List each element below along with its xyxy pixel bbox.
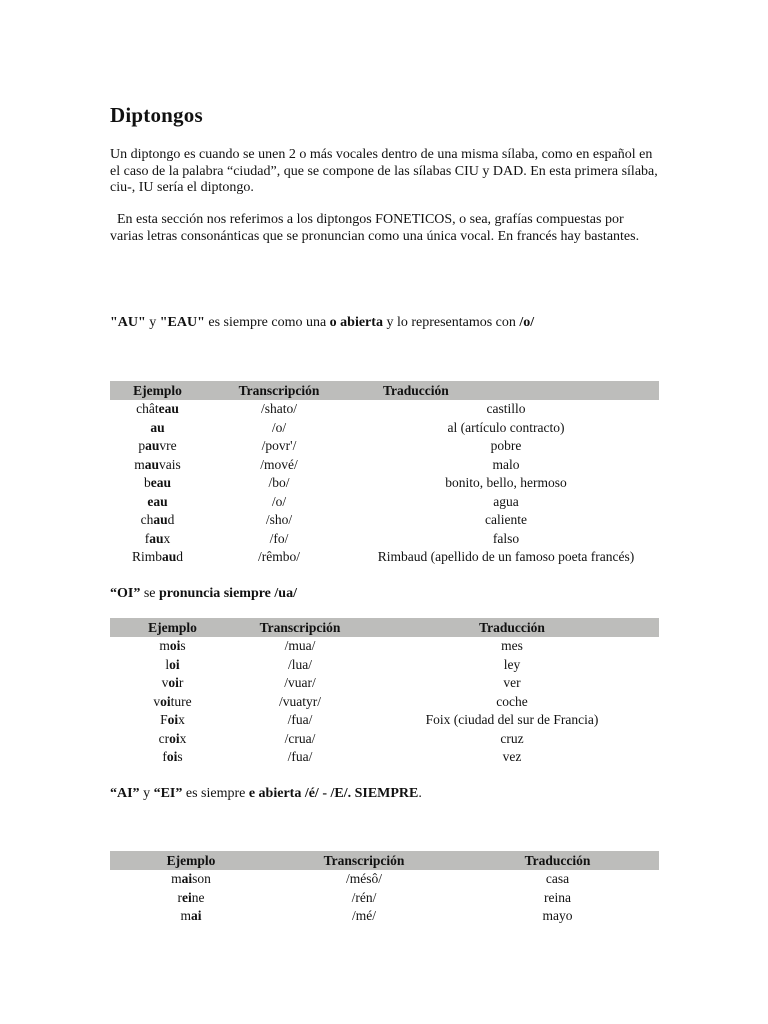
bold-text: au (149, 530, 164, 546)
bold-text: pronuncia siempre /ua/ (159, 586, 297, 601)
bold-text: au (144, 456, 160, 472)
text: m (180, 908, 191, 923)
cell-ejemplo (110, 870, 272, 889)
table-row (110, 693, 659, 712)
text: m (159, 638, 170, 653)
table-body (110, 870, 659, 926)
text: es siempre (182, 786, 249, 801)
text: F (160, 712, 168, 727)
table-oi (110, 618, 659, 767)
cell-transcripcion: /rén/ (351, 889, 377, 905)
cell-ejemplo (110, 474, 205, 493)
text: x (163, 530, 171, 546)
header-transcripcion: Transcripción (323, 853, 405, 868)
table-body (110, 400, 659, 567)
cell-ejemplo (110, 693, 235, 712)
table-row (110, 748, 659, 767)
text: m (171, 871, 182, 886)
page-title: Diptongos (110, 103, 203, 127)
table-row (110, 530, 659, 549)
text: r (178, 675, 184, 690)
cell-ejemplo (110, 637, 235, 656)
table-ai-ei (110, 851, 659, 926)
text: p (138, 438, 146, 453)
header-ejemplo: Ejemplo (148, 620, 197, 635)
text: son (192, 871, 211, 886)
cell-traduccion: mes (501, 638, 523, 653)
cell-ejemplo (110, 456, 205, 475)
bold-text: eau (147, 493, 168, 509)
cell-transcripcion: /lua/ (288, 656, 312, 672)
header-traduccion: Traducción (524, 853, 591, 868)
cell-traduccion: castillo (486, 401, 526, 416)
table-row (110, 511, 659, 530)
table-row (110, 637, 659, 656)
cell-traduccion: ver (503, 675, 521, 690)
section-oi-heading (110, 586, 297, 602)
cell-ejemplo (110, 548, 205, 567)
bold-text: oi (169, 638, 181, 653)
table-row (110, 419, 659, 438)
cell-transcripcion: /mua/ (284, 638, 316, 653)
bold-text: eau (150, 475, 171, 490)
bold-text: oi (160, 693, 171, 709)
table-row (110, 474, 659, 493)
text: y lo representamos con (382, 315, 520, 330)
table-row (110, 674, 659, 693)
cell-transcripcion: /vuar/ (284, 675, 316, 690)
text: l (165, 656, 170, 672)
bold-text: au (153, 512, 168, 527)
bold-text: “EI” (153, 786, 183, 801)
cell-transcripcion: /rêmbo/ (258, 549, 300, 564)
text: . (418, 786, 422, 801)
text: Rimb (131, 549, 162, 564)
cell-traduccion: caliente (485, 512, 527, 527)
cell-transcripcion: /crua/ (284, 730, 316, 746)
text: cr (158, 730, 170, 746)
table-header-row (110, 851, 659, 870)
bold-text: oi (167, 712, 179, 727)
table-row (110, 907, 659, 926)
cell-transcripcion: /vuatyr/ (279, 693, 321, 709)
header-transcripcion: Transcripción (238, 383, 320, 398)
cell-traduccion: al (artículo contracto) (447, 419, 565, 435)
cell-ejemplo (110, 674, 235, 693)
table-row (110, 656, 659, 675)
cell-ejemplo (110, 400, 205, 419)
table-row (110, 400, 659, 419)
cell-transcripcion: /povr'/ (261, 438, 297, 453)
bold-text: "EAU" (159, 315, 205, 330)
bold-text: “AI” (110, 786, 140, 801)
text: x (178, 712, 185, 727)
text: ne (191, 889, 205, 905)
intro-paragraph-1: Un diptongo es cuando se unen 2 o más vocales dentro de una misma sílaba, como en español en el caso de la palabra “ciudad”, que se compone de las sílabas CIU y DAD. En esta primera sílaba, ciu-, IU sería el diptongo. (110, 147, 658, 195)
cell-traduccion: ley (503, 656, 521, 672)
bold-text: eau (158, 401, 179, 416)
cell-traduccion: casa (545, 871, 570, 886)
cell-traduccion: cruz (500, 730, 524, 746)
cell-transcripcion: /mésô/ (346, 871, 382, 886)
bold-text: e abierta /é/ - /E/. SIEMPRE (248, 786, 419, 801)
cell-transcripcion: /sho/ (265, 512, 293, 527)
cell-traduccion: malo (492, 456, 520, 472)
cell-traduccion: reina (544, 889, 571, 905)
bold-text: oi (166, 749, 178, 764)
cell-ejemplo (110, 889, 272, 908)
table-row (110, 456, 659, 475)
header-transcripcion: Transcripción (259, 620, 341, 635)
bold-text: ai (191, 908, 202, 923)
text: chât (136, 401, 159, 416)
cell-ejemplo (110, 748, 235, 767)
cell-traduccion: pobre (490, 438, 522, 453)
cell-traduccion: coche (496, 693, 528, 709)
cell-transcripcion: /o/ (271, 419, 287, 435)
bold-text: “OI” (110, 586, 141, 601)
cell-ejemplo (110, 711, 235, 730)
text: f (144, 530, 150, 546)
cell-ejemplo (110, 493, 205, 512)
table-row (110, 889, 659, 908)
text: ch (140, 512, 154, 527)
cell-traduccion: bonito, bello, hermoso (445, 475, 567, 490)
bold-text: o abierta (329, 315, 383, 330)
text: x (179, 730, 187, 746)
cell-ejemplo (110, 419, 205, 438)
text: d (167, 512, 175, 527)
table-body (110, 637, 659, 767)
cell-ejemplo (110, 730, 235, 749)
text: se (140, 586, 160, 601)
cell-transcripcion: /o/ (271, 493, 287, 509)
text: d (176, 549, 184, 564)
cell-traduccion: falso (492, 530, 520, 546)
cell-traduccion: Rimbaud (apellido de un famoso poeta francés) (377, 549, 635, 564)
text: y (139, 786, 154, 801)
header-traduccion: Traducción (479, 620, 545, 635)
bold-text: ai (181, 871, 193, 886)
bold-text: /o/ (519, 315, 535, 330)
text: v (161, 675, 169, 690)
cell-transcripcion: /shato/ (261, 401, 297, 416)
bold-text: oi (168, 675, 179, 690)
cell-ejemplo (110, 437, 205, 456)
cell-traduccion: agua (493, 493, 519, 509)
bold-text: au (150, 419, 165, 435)
section-ai-ei-heading (110, 786, 422, 802)
text: m (134, 456, 145, 472)
table-header-row (110, 618, 659, 637)
cell-transcripcion: /bo/ (268, 475, 290, 490)
table-row (110, 870, 659, 889)
bold-text: au (145, 438, 160, 453)
bold-text: "AU" (110, 315, 146, 330)
intro-paragraph-2: En esta sección nos referimos a los diptongos FONETICOS, o sea, grafías compuestas por varias letras consonánticas que se pronuncian como una única vocal. En francés hay bastantes. (110, 212, 640, 244)
cell-transcripcion: /fua/ (287, 712, 313, 727)
table-row (110, 711, 659, 730)
text: es siempre como una (204, 315, 330, 330)
header-ejemplo: Ejemplo (133, 383, 182, 398)
cell-ejemplo (110, 530, 205, 549)
bold-text: oi (169, 730, 180, 746)
text: b (144, 475, 151, 490)
cell-transcripcion: /mové/ (260, 456, 298, 472)
cell-transcripcion: /fo/ (269, 530, 289, 546)
table-row (110, 548, 659, 567)
cell-transcripcion: /mé/ (352, 908, 376, 923)
table-row (110, 730, 659, 749)
bold-text: ei (182, 889, 192, 905)
text: s (177, 749, 183, 764)
cell-transcripcion: /fua/ (287, 749, 313, 764)
bold-text: au (162, 549, 177, 564)
text: vre (159, 438, 177, 453)
header-traduccion: Traducción (383, 383, 449, 398)
table-au-eau (110, 381, 659, 567)
text: v (153, 693, 161, 709)
cell-ejemplo (110, 511, 205, 530)
cell-ejemplo (110, 656, 235, 675)
text: r (177, 889, 182, 905)
text: s (180, 638, 186, 653)
cell-traduccion: mayo (542, 908, 573, 923)
text: ture (170, 693, 192, 709)
table-row (110, 437, 659, 456)
text: vais (159, 456, 181, 472)
text: y (145, 315, 160, 330)
text: f (162, 749, 167, 764)
table-row (110, 493, 659, 512)
header-ejemplo: Ejemplo (166, 853, 216, 868)
cell-traduccion: vez (502, 749, 522, 764)
cell-traduccion: Foix (ciudad del sur de Francia) (425, 712, 599, 727)
section-au-heading (110, 315, 534, 331)
cell-ejemplo (110, 907, 272, 926)
bold-text: oi (169, 656, 180, 672)
table-header-row (110, 381, 659, 400)
